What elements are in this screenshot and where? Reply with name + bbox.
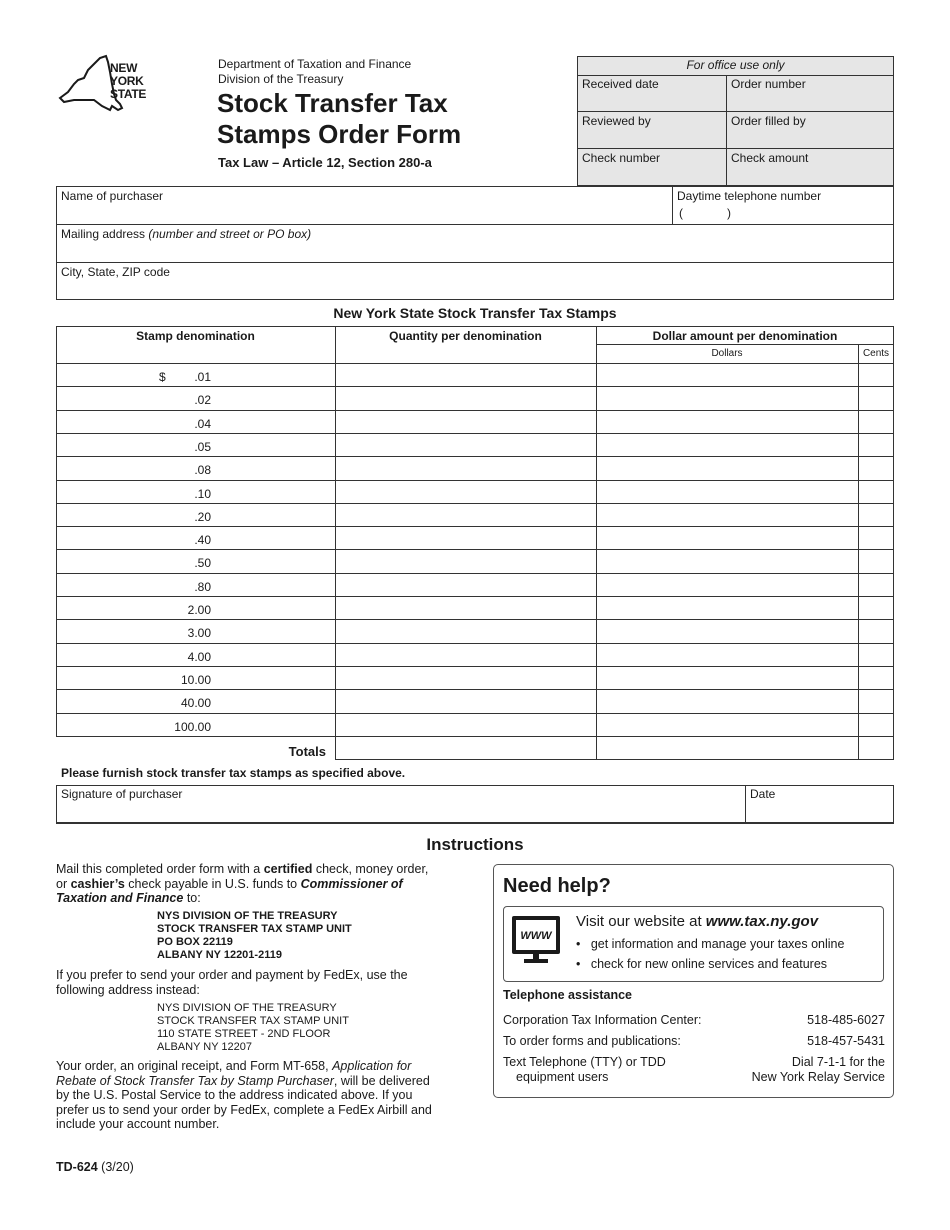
received-date-label: Received date — [582, 77, 659, 91]
reviewed-by-label: Reviewed by — [582, 114, 651, 128]
header-bottom-line — [56, 363, 894, 364]
p1-text-c: check, money order, — [312, 862, 429, 876]
received-date-field — [578, 75, 726, 112]
col-header-dollars: Dollars — [711, 348, 743, 359]
denomination-row-label: .01 — [194, 370, 211, 384]
title-line-2: Stamps Order Form — [217, 119, 462, 149]
row-line — [56, 433, 894, 434]
check-number-label: Check number — [582, 151, 661, 165]
p1-text-i: to: — [183, 891, 201, 905]
website-line — [576, 913, 818, 930]
p3-rebate-title: Rebate of Stock Transfer Tax by Stamp Purchaser — [56, 1073, 334, 1088]
row-line — [56, 736, 894, 737]
instructions-paragraph-1 — [56, 862, 456, 906]
tty-row — [503, 1055, 885, 1085]
mailing-address-hint: (number and street or PO box) — [148, 227, 312, 241]
office-use-box — [577, 56, 894, 186]
p3-application: Application for — [332, 1059, 412, 1073]
row-line — [56, 596, 894, 597]
p1-taxation-finance: Taxation and Finance — [56, 891, 184, 905]
p3-text-a: Your order, an original receipt, and Form MT-658, — [56, 1059, 333, 1073]
bullet-icon: • — [576, 957, 581, 971]
tty-label-line-2: equipment users — [516, 1070, 609, 1084]
address1-line-4: ALBANY NY 12201-2119 — [157, 949, 282, 961]
p1-certified: certified — [263, 862, 313, 876]
purchaser-name-field[interactable] — [57, 187, 673, 225]
address2-line-4: ALBANY NY 12207 — [157, 1041, 252, 1053]
row-line — [56, 666, 894, 667]
department-name: Department of Taxation and Finance — [218, 57, 412, 71]
p3-text-d: , will be delivered — [333, 1073, 430, 1088]
bullet-icon: • — [576, 937, 581, 951]
row-line — [56, 689, 894, 690]
mailing-address-field[interactable] — [57, 225, 893, 263]
address2-line-3: 110 STATE STREET - 2ND FLOOR — [157, 1028, 331, 1040]
amount-subheader-line — [596, 344, 894, 345]
row-line — [56, 573, 894, 574]
denomination-row-label: .10 — [194, 486, 211, 501]
check-amount-field — [726, 149, 893, 186]
p1-cashiers: cashier’s — [70, 876, 125, 891]
instructions-paragraph-2 — [56, 968, 456, 997]
date-label: Date — [750, 787, 776, 801]
address2-line-1: NYS DIVISION OF THE TREASURY — [157, 1002, 337, 1014]
row-line — [56, 503, 894, 504]
denomination-row-label: .20 — [194, 509, 211, 524]
phone-field[interactable] — [673, 187, 893, 225]
check-number-field — [578, 149, 726, 186]
order-forms-number: 518-457-5431 — [807, 1034, 885, 1048]
tty-value-line-2: New York Relay Service — [751, 1070, 885, 1084]
row-line — [56, 386, 894, 387]
denomination-row-label: .04 — [194, 416, 211, 431]
stamps-table — [56, 326, 894, 762]
address1-line-1: NYS DIVISION OF THE TREASURY — [157, 910, 338, 922]
website-box — [503, 906, 884, 982]
logo-line-york: YORK — [110, 74, 144, 88]
totals-bottom-line — [335, 759, 894, 760]
order-number-label: Order number — [731, 77, 806, 91]
p3-text-e: by the U.S. Postal Service to the address indicated above. If you — [56, 1088, 413, 1102]
p1-commissioner: Commissioner of — [300, 876, 403, 891]
signature-label: Signature of purchaser — [61, 787, 183, 801]
title-line-1: Stock Transfer Tax — [217, 88, 448, 118]
col-line-cents — [858, 344, 859, 759]
p1-text-f: check payable in U.S. funds to — [124, 876, 301, 891]
signature-field[interactable] — [57, 786, 746, 823]
purchaser-box — [56, 186, 894, 300]
row-line — [56, 410, 894, 411]
row-line — [56, 456, 894, 457]
mailing-address-block — [157, 910, 352, 962]
form-revision: (3/20) — [97, 1160, 134, 1174]
denomination-row-label: .08 — [194, 463, 211, 478]
tty-value-line-1: Dial 7-1-1 for the — [791, 1055, 885, 1069]
website-bullet-2 — [576, 957, 827, 971]
page-title — [217, 88, 461, 150]
nys-logo — [54, 54, 154, 114]
p3-text-f: prefer us to send your order by FedEx, complete a FedEx Airbill and — [56, 1102, 432, 1117]
instructions-paragraph-3 — [56, 1059, 466, 1132]
denomination-row-label: .80 — [194, 579, 211, 594]
office-use-heading: For office use only — [578, 57, 893, 76]
col-header-amount: Dollar amount per denomination — [652, 329, 838, 343]
order-number-field — [726, 75, 893, 112]
denomination-row-label: 2.00 — [187, 603, 211, 617]
stamps-table-title: New York State Stock Transfer Tax Stamps — [333, 305, 617, 321]
order-forms-row — [503, 1034, 885, 1049]
address1-line-2: STOCK TRANSFER TAX STAMP UNIT — [157, 923, 352, 935]
row-line — [56, 526, 894, 527]
denomination-row-label: .50 — [194, 556, 211, 571]
check-amount-label: Check amount — [731, 151, 809, 165]
phone-paren-close: ) — [727, 206, 731, 220]
row-line — [56, 713, 894, 714]
order-filled-by-field — [726, 112, 893, 149]
row-line — [56, 619, 894, 620]
col-header-denomination: Stamp denomination — [136, 329, 255, 343]
logo-line-new: NEW — [110, 61, 138, 75]
totals-label: Totals — [288, 744, 326, 759]
bullet-2-text: check for new online services and features — [590, 957, 828, 971]
mailing-address-label: Mailing address — [61, 227, 149, 241]
row-line — [56, 643, 894, 644]
address2-line-2: STOCK TRANSFER TAX STAMP UNIT — [157, 1015, 349, 1027]
row-line — [56, 549, 894, 550]
website-bullet-1 — [576, 937, 844, 951]
row-line — [56, 480, 894, 481]
purchaser-name-label: Name of purchaser — [61, 189, 164, 203]
col-header-quantity: Quantity per denomination — [389, 329, 542, 343]
form-number: TD-624 — [56, 1160, 98, 1174]
furnish-note: Please furnish stock transfer tax stamps as specified above. — [61, 766, 406, 780]
table-border-right — [893, 326, 894, 759]
visit-text: Visit our website at — [576, 913, 706, 930]
table-border-left — [56, 326, 57, 736]
signature-box — [56, 785, 894, 824]
denomination-row-label: 4.00 — [187, 649, 211, 664]
order-filled-by-label: Order filled by — [731, 114, 806, 128]
division-name: Division of the Treasury — [218, 72, 344, 86]
col-header-cents: Cents — [862, 348, 890, 359]
www-monitor-icon — [510, 914, 562, 966]
col-line-quantity — [335, 326, 336, 759]
website-link[interactable]: www.tax.ny.gov — [705, 913, 819, 930]
denomination-row-label: 40.00 — [180, 696, 211, 711]
corp-tax-label: Corporation Tax Information Center: — [503, 1013, 702, 1027]
page-subtitle: Tax Law – Article 12, Section 280-a — [218, 155, 432, 170]
city-state-zip-field[interactable] — [57, 263, 893, 299]
p1-text-a: Mail this completed order form with a — [56, 862, 264, 876]
denomination-row-label: .05 — [194, 439, 211, 454]
denomination-row-label: .02 — [194, 393, 211, 408]
city-state-zip-label: City, State, ZIP code — [61, 265, 170, 279]
corp-tax-number: 518-485-6027 — [807, 1013, 885, 1027]
denomination-row-label: .40 — [194, 533, 211, 548]
phone-label: Daytime telephone number — [677, 189, 822, 203]
p3-text-g: include your account number. — [56, 1117, 220, 1131]
telephone-heading: Telephone assistance — [503, 988, 632, 1002]
currency-sign: $ — [159, 370, 166, 384]
denomination-row-label: 100.00 — [174, 719, 211, 734]
fedex-address-block — [157, 1002, 349, 1054]
www-icon-text: WWW — [520, 930, 552, 942]
need-help-title: Need help? — [503, 875, 611, 897]
denomination-row-label: 10.00 — [180, 672, 211, 687]
table-border-top — [56, 326, 894, 327]
tty-label-line-1: Text Telephone (TTY) or TDD — [503, 1055, 666, 1069]
corp-tax-row — [503, 1013, 885, 1028]
phone-paren-open: ( — [679, 206, 683, 220]
p1-text-d: or — [56, 876, 71, 891]
denomination-row-label: 3.00 — [187, 626, 211, 641]
order-forms-label: To order forms and publications: — [503, 1034, 681, 1048]
form-id — [56, 1160, 134, 1174]
need-help-box — [493, 864, 894, 1098]
col-line-amount — [596, 326, 597, 759]
department-block — [218, 57, 411, 87]
address1-line-3: PO BOX 22119 — [157, 936, 233, 948]
bullet-1-text: get information and manage your taxes online — [590, 937, 845, 951]
instructions-title: Instructions — [426, 835, 524, 854]
p2-line-1: If you prefer to send your order and payment by FedEx, use the — [56, 968, 408, 982]
reviewed-by-field — [578, 112, 726, 149]
date-field[interactable] — [746, 786, 893, 823]
p2-line-2: following address instead: — [56, 982, 200, 997]
logo-line-state: STATE — [110, 87, 147, 101]
